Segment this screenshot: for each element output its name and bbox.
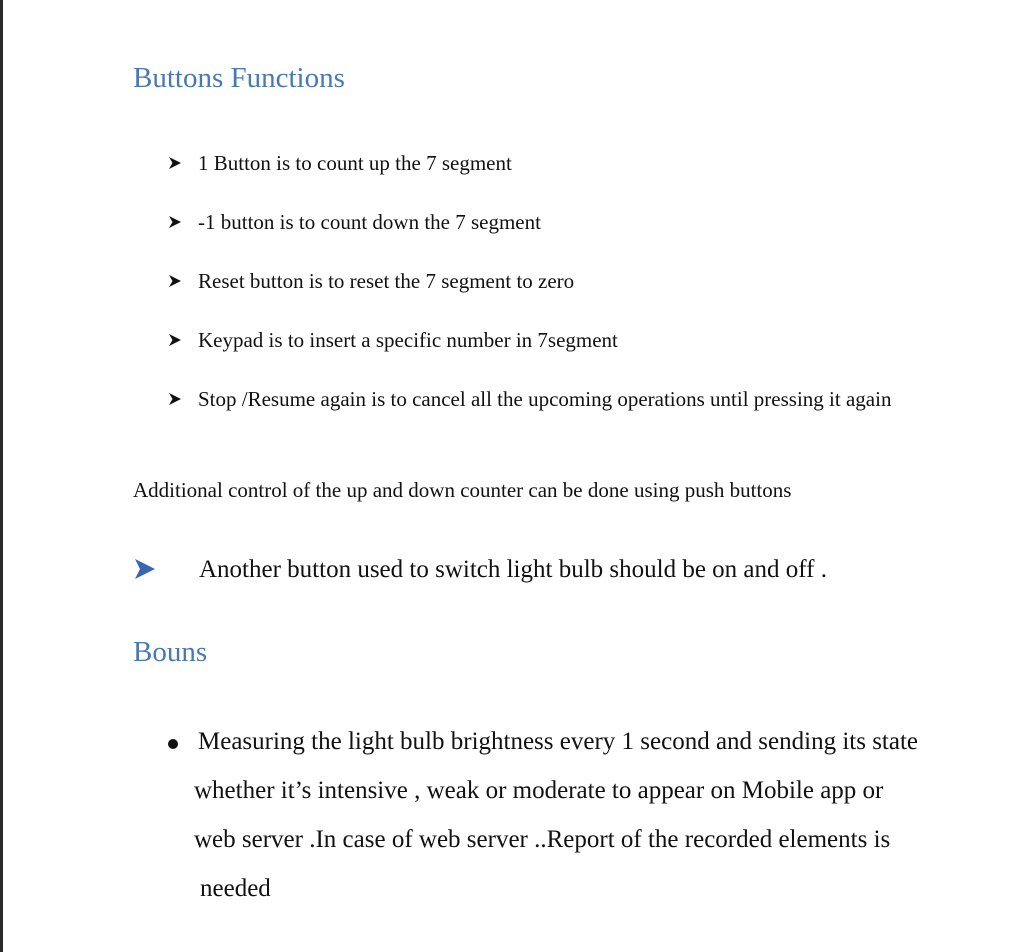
bonus-heading: Bouns [133,636,208,668]
arrowhead-bullet-icon [168,333,182,347]
bonus-line: web server .In case of web server ..Report of the recorded elements is [194,826,891,853]
round-bullet-icon [168,739,178,749]
additional-control-paragraph: Additional control of the up and down counter can be done using push buttons [133,478,792,502]
light-switch-item [133,554,1013,586]
buttons-functions-heading: Buttons Functions [133,62,345,94]
list-item-text: Reset button is to reset the 7 segment to zero [198,269,575,293]
list-item-text: 1 Button is to count up the 7 segment [198,151,512,175]
list-item-text: Stop /Resume again is to cancel all the upcoming operations until pressing it again [198,387,892,411]
bonus-line: needed [200,875,271,902]
bonus-line: whether it’s intensive , weak or moderate to appear on Mobile app or [194,777,884,804]
arrowhead-bullet-icon [168,274,182,288]
arrowhead-bullet-icon [168,156,182,170]
arrowhead-bullet-icon [168,215,182,229]
arrowhead-bullet-icon [133,557,157,581]
list-item-text: Keypad is to insert a specific number in 7segment [198,328,618,352]
light-switch-text: Another button used to switch light bulb should be on and off . [199,556,827,583]
list-item-text: -1 button is to count down the 7 segment [198,210,541,234]
arrowhead-bullet-icon [168,392,182,406]
bonus-line: Measuring the light bulb brightness every 1 second and sending its state [198,728,919,755]
page-left-border [0,0,3,952]
